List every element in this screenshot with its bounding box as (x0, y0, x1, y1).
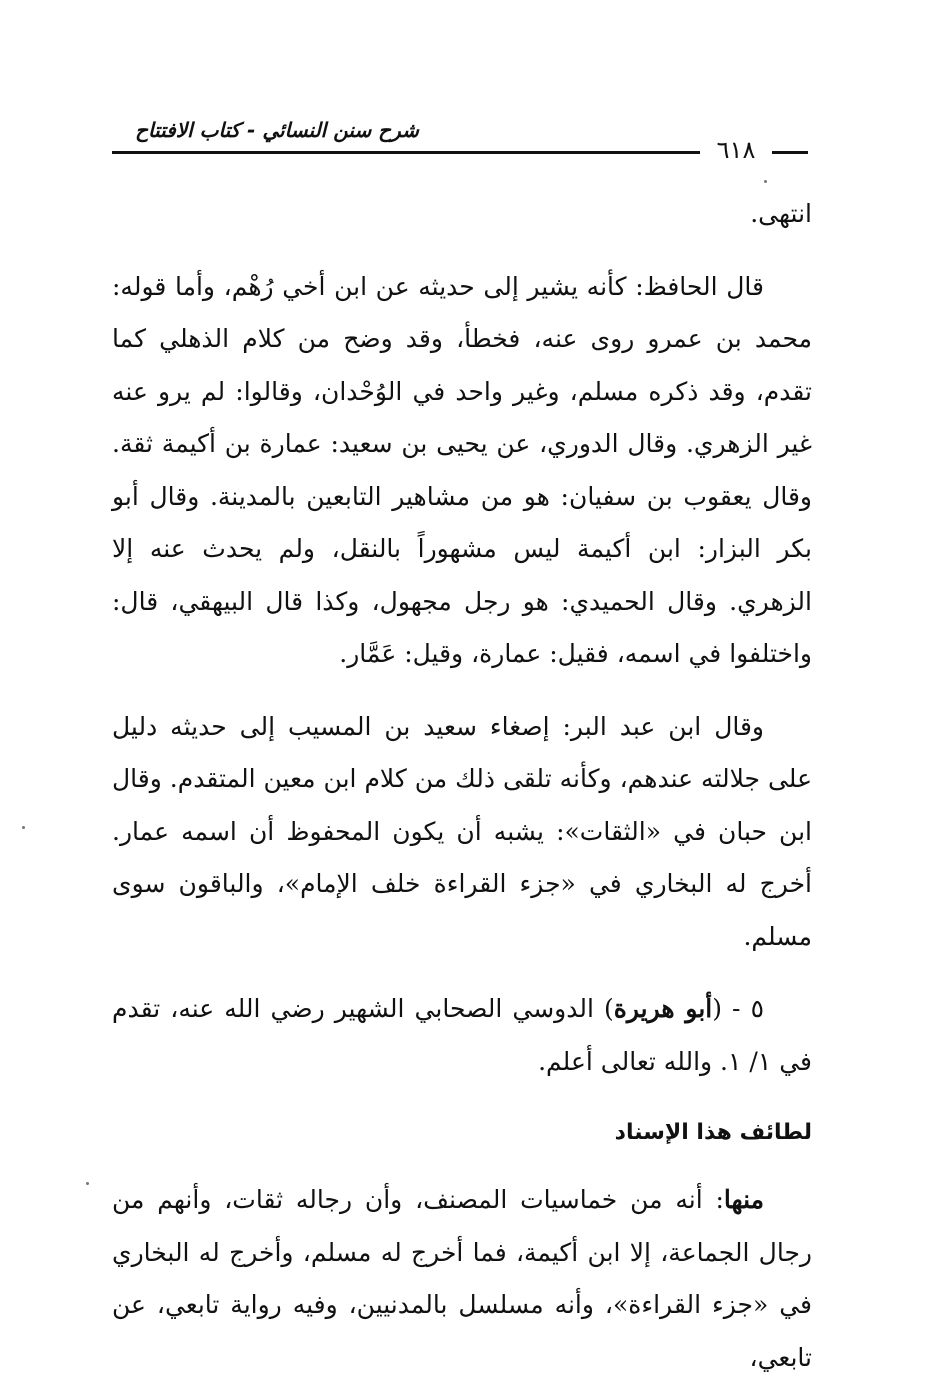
section-heading: لطائف هذا الإسناد (614, 1120, 812, 1145)
narrator-name: أبو هريرة (613, 994, 713, 1023)
page-number-dash (772, 151, 808, 154)
header-rule (112, 151, 700, 154)
scan-speck (86, 1182, 89, 1185)
page-number: ٦١٨ (716, 136, 756, 164)
narrator-description: ) الدوسي الصحابي الشهير رضي الله عنه، تقدم في ١/ ١. والله تعالى أعلم. (112, 994, 812, 1076)
paragraph-intaha: انتهى. (750, 199, 812, 228)
header-title: شرح سنن النسائي - كتاب الافتتاح (135, 118, 419, 142)
lataif-text: : أنه من خماسيات المصنف، وأن رجاله ثقات، وأنهم من رجال الجماعة، إلا ابن أكيمة، فما أخرج له مسلم، وأخرج له البخاري في «جزء القراءة»، وأنه مسلسل بالمدنيين، وفيه رواية تابعي، عن تابعي، (112, 1185, 812, 1372)
narrator-number: ٥ - ( (712, 994, 764, 1023)
scan-speck (764, 180, 767, 183)
running-header (112, 118, 812, 168)
paragraph-hafiz: قال الحافظ: كأنه يشير إلى حديثه عن ابن أخي رُهْم، وأما قوله: محمد بن عمرو روى عنه، فخطأ، وقد وضح من كلام الذهلي كما تقدم، وقد ذكره مسلم، وغير واحد في الوُحْدان، وقالوا: لم يرو عنه غير الزهري. وقال الدوري، عن يحيى بن سعيد: عمارة بن أكيمة ثقة. وقال يعقوب بن سفيان: هو من مشاهير التابعين بالمدينة. وقال أبو بكر البزار: ابن أكيمة ليس مشهوراً بالنقل، ولم يحدث عنه إلا الزهري. وقال الحميدي: هو رجل مجهول، وكذا قال البيهقي، قال: واختلفوا في اسمه، فقيل: عمارة، وقيل: عَمَّار. (112, 271, 812, 668)
paragraph-lataif (112, 1174, 812, 1384)
paragraph-abu-hurayra (112, 983, 812, 1088)
scan-speck (22, 826, 25, 829)
body-text (112, 188, 812, 1384)
paragraph-ibn-abd-al-barr: وقال ابن عبد البر: إصغاء سعيد بن المسيب إلى حديثه دليل على جلالته عندهم، وكأنه تلقى ذلك من كلام ابن معين المتقدم. وقال ابن حبان في «الثقات»: يشبه أن يكون المحفوظ أن اسمه عمار. أخرج له البخاري في «جزء القراءة خلف الإمام»، والباقون سوى مسلم. (112, 711, 812, 951)
lataif-lead-word: منها (723, 1185, 764, 1214)
